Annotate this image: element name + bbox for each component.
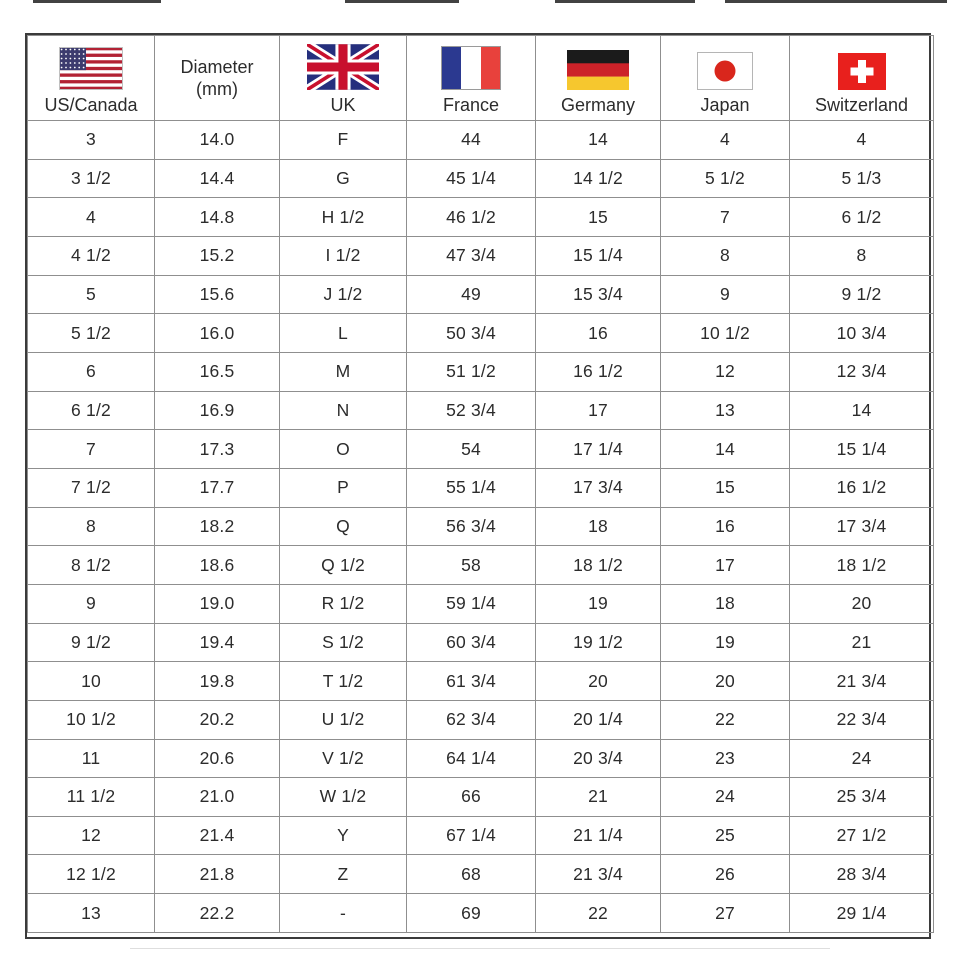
cell-diameter: 18.6 [155, 546, 280, 585]
cell-japan: 23 [661, 739, 790, 778]
cell-japan: 13 [661, 391, 790, 430]
cell-japan: 7 [661, 198, 790, 237]
cell-japan: 17 [661, 546, 790, 585]
cropped-content-fragment [555, 0, 695, 3]
cell-germany: 22 [536, 894, 661, 933]
column-label: US/Canada [44, 95, 138, 115]
cell-japan: 22 [661, 700, 790, 739]
cell-france: 46 1/2 [407, 198, 536, 237]
cell-us-canada: 4 1/2 [28, 236, 155, 275]
cell-diameter: 19.8 [155, 662, 280, 701]
column-label: France [442, 95, 500, 115]
cell-us-canada: 8 [28, 507, 155, 546]
table-row [28, 507, 934, 546]
cell-uk: T 1/2 [280, 662, 407, 701]
cell-germany: 21 [536, 778, 661, 817]
cell-germany: 20 3/4 [536, 739, 661, 778]
us-flag-icon [59, 47, 123, 90]
cell-uk: I 1/2 [280, 236, 407, 275]
cell-diameter: 17.7 [155, 468, 280, 507]
cell-france: 51 1/2 [407, 352, 536, 391]
cell-germany: 16 [536, 314, 661, 353]
cell-switzerland: 5 1/3 [790, 159, 934, 198]
column-header-us-canada [28, 36, 155, 121]
cell-switzerland: 21 [790, 623, 934, 662]
cell-uk: G [280, 159, 407, 198]
cell-germany: 18 1/2 [536, 546, 661, 585]
cell-diameter: 19.0 [155, 584, 280, 623]
cell-germany: 21 1/4 [536, 816, 661, 855]
cell-switzerland: 6 1/2 [790, 198, 934, 237]
cell-uk: Q 1/2 [280, 546, 407, 585]
cell-germany: 19 [536, 584, 661, 623]
cell-france: 52 3/4 [407, 391, 536, 430]
cell-japan: 10 1/2 [661, 314, 790, 353]
cell-japan: 15 [661, 468, 790, 507]
cell-switzerland: 12 3/4 [790, 352, 934, 391]
cell-switzerland: 14 [790, 391, 934, 430]
cell-germany: 20 1/4 [536, 700, 661, 739]
cell-us-canada: 6 [28, 352, 155, 391]
column-header-japan [661, 36, 790, 121]
table-row [28, 159, 934, 198]
cell-diameter: 14.8 [155, 198, 280, 237]
cell-us-canada: 7 1/2 [28, 468, 155, 507]
column-header-uk [280, 36, 407, 121]
cell-diameter: 21.8 [155, 855, 280, 894]
cell-diameter: 17.3 [155, 430, 280, 469]
table-row [28, 700, 934, 739]
cell-uk: H 1/2 [280, 198, 407, 237]
cell-switzerland: 22 3/4 [790, 700, 934, 739]
cell-diameter: 14.4 [155, 159, 280, 198]
column-label: UK [330, 95, 356, 115]
cell-france: 47 3/4 [407, 236, 536, 275]
cell-france: 55 1/4 [407, 468, 536, 507]
cell-diameter: 15.2 [155, 236, 280, 275]
cell-germany: 17 3/4 [536, 468, 661, 507]
cell-us-canada: 7 [28, 430, 155, 469]
cell-us-canada: 10 1/2 [28, 700, 155, 739]
cell-france: 54 [407, 430, 536, 469]
table-row [28, 816, 934, 855]
column-label: Switzerland [814, 95, 909, 115]
cell-uk: P [280, 468, 407, 507]
cell-germany: 17 1/4 [536, 430, 661, 469]
table-row [28, 623, 934, 662]
cell-france: 62 3/4 [407, 700, 536, 739]
cell-uk: L [280, 314, 407, 353]
cell-diameter: 21.0 [155, 778, 280, 817]
cell-diameter: 20.2 [155, 700, 280, 739]
cell-japan: 19 [661, 623, 790, 662]
cell-uk: J 1/2 [280, 275, 407, 314]
header-row [28, 36, 934, 121]
cell-germany: 20 [536, 662, 661, 701]
column-label: Diameter [180, 57, 254, 77]
cell-uk: W 1/2 [280, 778, 407, 817]
cell-us-canada: 10 [28, 662, 155, 701]
table-row [28, 236, 934, 275]
table-row [28, 391, 934, 430]
cell-uk: N [280, 391, 407, 430]
cell-us-canada: 3 1/2 [28, 159, 155, 198]
table-row [28, 198, 934, 237]
table-row [28, 430, 934, 469]
cell-japan: 9 [661, 275, 790, 314]
table-row [28, 584, 934, 623]
cell-japan: 12 [661, 352, 790, 391]
cell-france: 58 [407, 546, 536, 585]
cell-switzerland: 8 [790, 236, 934, 275]
table-row [28, 275, 934, 314]
cell-france: 50 3/4 [407, 314, 536, 353]
cropped-content-fragment [345, 0, 459, 3]
cell-diameter: 21.4 [155, 816, 280, 855]
cell-diameter: 18.2 [155, 507, 280, 546]
cell-us-canada: 4 [28, 198, 155, 237]
cell-us-canada: 9 [28, 584, 155, 623]
cell-us-canada: 11 1/2 [28, 778, 155, 817]
cell-uk: Z [280, 855, 407, 894]
cell-japan: 20 [661, 662, 790, 701]
cell-diameter: 16.5 [155, 352, 280, 391]
ring-size-conversion-table [25, 33, 931, 939]
cell-uk: O [280, 430, 407, 469]
cell-switzerland: 15 1/4 [790, 430, 934, 469]
cell-france: 67 1/4 [407, 816, 536, 855]
cell-germany: 15 1/4 [536, 236, 661, 275]
cell-france: 64 1/4 [407, 739, 536, 778]
cell-germany: 15 [536, 198, 661, 237]
cell-us-canada: 11 [28, 739, 155, 778]
cell-switzerland: 21 3/4 [790, 662, 934, 701]
cell-japan: 14 [661, 430, 790, 469]
cell-diameter: 16.9 [155, 391, 280, 430]
cell-diameter: 16.0 [155, 314, 280, 353]
conversion-table [27, 35, 934, 933]
cell-diameter: 19.4 [155, 623, 280, 662]
table-row [28, 778, 934, 817]
cell-france: 66 [407, 778, 536, 817]
faint-divider [130, 948, 830, 949]
column-label: Japan [700, 95, 750, 115]
cell-germany: 16 1/2 [536, 352, 661, 391]
cell-us-canada: 5 1/2 [28, 314, 155, 353]
cell-switzerland: 27 1/2 [790, 816, 934, 855]
cell-uk: R 1/2 [280, 584, 407, 623]
cell-switzerland: 10 3/4 [790, 314, 934, 353]
cell-france: 69 [407, 894, 536, 933]
fr-flag-icon [441, 46, 501, 90]
table-header [28, 36, 934, 121]
table-row [28, 352, 934, 391]
cell-us-canada: 6 1/2 [28, 391, 155, 430]
cell-uk: S 1/2 [280, 623, 407, 662]
jp-flag-icon [697, 52, 753, 90]
cell-us-canada: 9 1/2 [28, 623, 155, 662]
cell-germany: 15 3/4 [536, 275, 661, 314]
cell-germany: 14 [536, 121, 661, 160]
cell-germany: 19 1/2 [536, 623, 661, 662]
cell-switzerland: 29 1/4 [790, 894, 934, 933]
cell-japan: 4 [661, 121, 790, 160]
cell-france: 68 [407, 855, 536, 894]
cell-us-canada: 8 1/2 [28, 546, 155, 585]
cell-france: 49 [407, 275, 536, 314]
uk-flag-icon [307, 44, 379, 90]
cell-france: 61 3/4 [407, 662, 536, 701]
cell-switzerland: 9 1/2 [790, 275, 934, 314]
table-row [28, 855, 934, 894]
cell-diameter: 15.6 [155, 275, 280, 314]
cell-us-canada: 3 [28, 121, 155, 160]
table-body [28, 121, 934, 933]
column-label: (mm) [196, 79, 238, 99]
cell-uk: - [280, 894, 407, 933]
cropped-content-fragment [33, 0, 161, 3]
table-row [28, 121, 934, 160]
table-row [28, 739, 934, 778]
cell-switzerland: 25 3/4 [790, 778, 934, 817]
table-row [28, 546, 934, 585]
cell-diameter: 14.0 [155, 121, 280, 160]
column-header-germany [536, 36, 661, 121]
cell-japan: 25 [661, 816, 790, 855]
cell-japan: 8 [661, 236, 790, 275]
cell-switzerland: 24 [790, 739, 934, 778]
cell-switzerland: 18 1/2 [790, 546, 934, 585]
cell-us-canada: 12 [28, 816, 155, 855]
cell-switzerland: 16 1/2 [790, 468, 934, 507]
table-row [28, 468, 934, 507]
cell-germany: 14 1/2 [536, 159, 661, 198]
cell-japan: 26 [661, 855, 790, 894]
cell-us-canada: 12 1/2 [28, 855, 155, 894]
de-flag-icon [567, 50, 629, 90]
table-row [28, 314, 934, 353]
cell-switzerland: 28 3/4 [790, 855, 934, 894]
cell-japan: 27 [661, 894, 790, 933]
ch-flag-icon [838, 53, 886, 90]
cropped-content-fragment [725, 0, 947, 3]
column-header-diameter [155, 36, 280, 121]
cell-germany: 18 [536, 507, 661, 546]
cell-france: 56 3/4 [407, 507, 536, 546]
table-row [28, 662, 934, 701]
cell-france: 60 3/4 [407, 623, 536, 662]
cell-us-canada: 13 [28, 894, 155, 933]
cell-france: 59 1/4 [407, 584, 536, 623]
cell-diameter: 22.2 [155, 894, 280, 933]
cell-uk: Q [280, 507, 407, 546]
cell-diameter: 20.6 [155, 739, 280, 778]
cell-switzerland: 4 [790, 121, 934, 160]
cell-uk: V 1/2 [280, 739, 407, 778]
cell-germany: 21 3/4 [536, 855, 661, 894]
column-header-france [407, 36, 536, 121]
cell-uk: Y [280, 816, 407, 855]
column-label: Germany [560, 95, 636, 115]
cell-france: 45 1/4 [407, 159, 536, 198]
column-header-switzerland [790, 36, 934, 121]
cell-uk: U 1/2 [280, 700, 407, 739]
table-row [28, 894, 934, 933]
cell-us-canada: 5 [28, 275, 155, 314]
cell-uk: F [280, 121, 407, 160]
cell-france: 44 [407, 121, 536, 160]
cell-japan: 24 [661, 778, 790, 817]
cell-japan: 16 [661, 507, 790, 546]
cell-japan: 5 1/2 [661, 159, 790, 198]
cell-japan: 18 [661, 584, 790, 623]
cell-switzerland: 20 [790, 584, 934, 623]
cell-germany: 17 [536, 391, 661, 430]
cell-uk: M [280, 352, 407, 391]
cell-switzerland: 17 3/4 [790, 507, 934, 546]
